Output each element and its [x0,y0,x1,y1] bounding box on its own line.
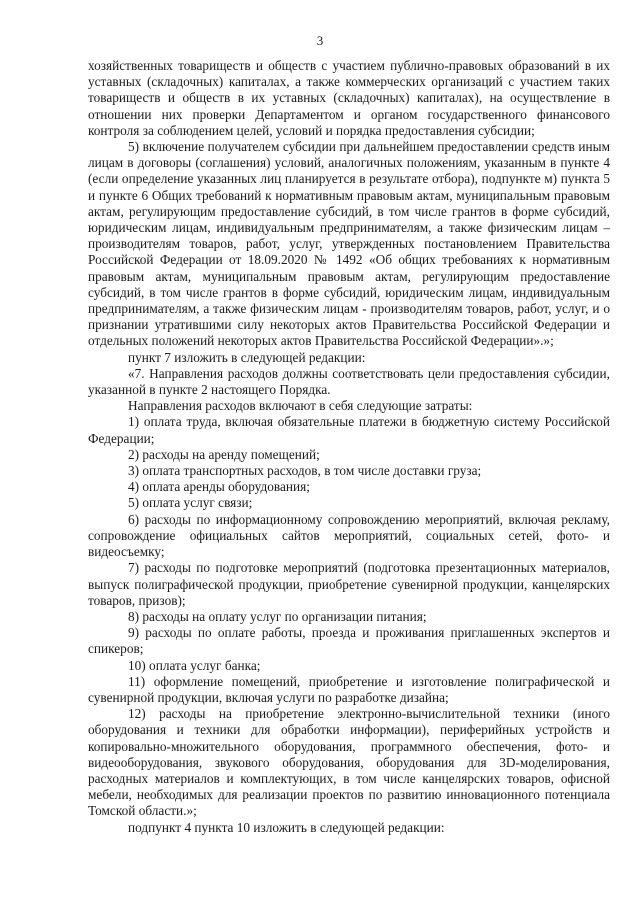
list-item: 9) расходы по оплате работы, проезда и проживания приглашенных экспертов и спикеров; [88,625,610,657]
paragraph: пункт 7 изложить в следующей редакции: [128,349,366,365]
page-number: 3 [316,33,324,48]
paragraph: подпункт 4 пункта 10 изложить в следующей редакции: [128,819,445,835]
list-item: 11) оформление помещений, приобретение и изготовление полиграфической и сувенирной продукции, включая услуги по разработке дизайна; [88,673,610,705]
paragraph: Направления расходов включают в себя следующие затраты: [128,398,473,414]
paragraph: 5) включение получателем субсидии при дальнейшем предоставлении средств иным лицам в договоры (соглашения) условий, аналогичных положениям, указанным в пункте 4 (если определение указанных лиц планируется в результате отбора), подпункте м) пункта 5 и пункте 6 Общих требований к нормативным правовым актам, муниципальным правовым актам, регулирующим предоставление субсидий, в том числе грантов в форме субсидий, юридическим лицам, индивидуальным предпринимателям, а также физическим лицам – производителям товаров, работ, услуг, утвержденных постановлением Правительства Российской Федерации от 18.09.2020 № 1492 «Об общих требованиях к нормативным правовым актам, муниципальным правовым актам, регулирующим предоставление субсидий, в том числе грантов в форме субсидий, юридическим лицам, индивидуальным предпринимателям, а также физическим лицам - производителям товаров, работ, услуг, и о признании утратившими силу некоторых актов Правительства Российской Федерации и отдельных положений некоторых актов Правительства Российской Федерации».»; [88,139,610,349]
list-item: 1) оплата труда, включая обязательные платежи в бюджетную систему Российской Федерации; [88,414,610,446]
list-item: 8) расходы на оплату услуг по организации питания; [128,608,427,624]
list-item: 5) оплата услуг связи; [128,495,253,511]
document-body [88,58,610,836]
paragraph: «7. Направления расходов должны соответствовать цели предоставления субсидии, указанной в пункте 2 настоящего Порядка. [88,365,610,398]
list-item: 4) оплата аренды оборудования; [128,479,310,495]
list-item: 10) оплата услуг банка; [128,657,261,673]
paragraph: хозяйственных товариществ и обществ с участием публично-правовых образований в их уставных (складочных) капиталах, а также коммерческих организаций с участием таких товариществ и обществ в их уставных (складочных) капиталах), на осуществление в отношении них проверки Департаментом и органом государственного финансового контроля за соблюдением целей, условий и порядка предоставления субсидии; [88,58,610,138]
list-item: 2) расходы на аренду помещений; [128,446,320,462]
list-item: 6) расходы по информационному сопровождению мероприятий, включая рекламу, сопровождение официальных сайтов мероприятий, социальных сетей, фото- и видеосъемку; [88,511,610,560]
list-item: 7) расходы по подготовке мероприятий (подготовка презентационных материалов, выпуск полиграфической продукции, приобретение сувенирной продукции, канцелярских товаров, призов); [88,560,610,608]
list-item: 3) оплата транспортных расходов, в том числе доставки груза; [128,463,482,479]
list-item: 12) расходы на приобретение электронно-вычислительной техники (иного оборудования и техники для обработки информации), периферийных устройств и копировально-множительного оборудования, программного обеспечения, фото- и видеооборудования, звукового оборудования, оборудования для 3D-моделирования, расходных материалов и комплектующих, в том числе канцелярских товаров, офисной мебели, необходимых для реализации проектов по развитию инновационного потенциала Томской области.»; [88,706,610,819]
